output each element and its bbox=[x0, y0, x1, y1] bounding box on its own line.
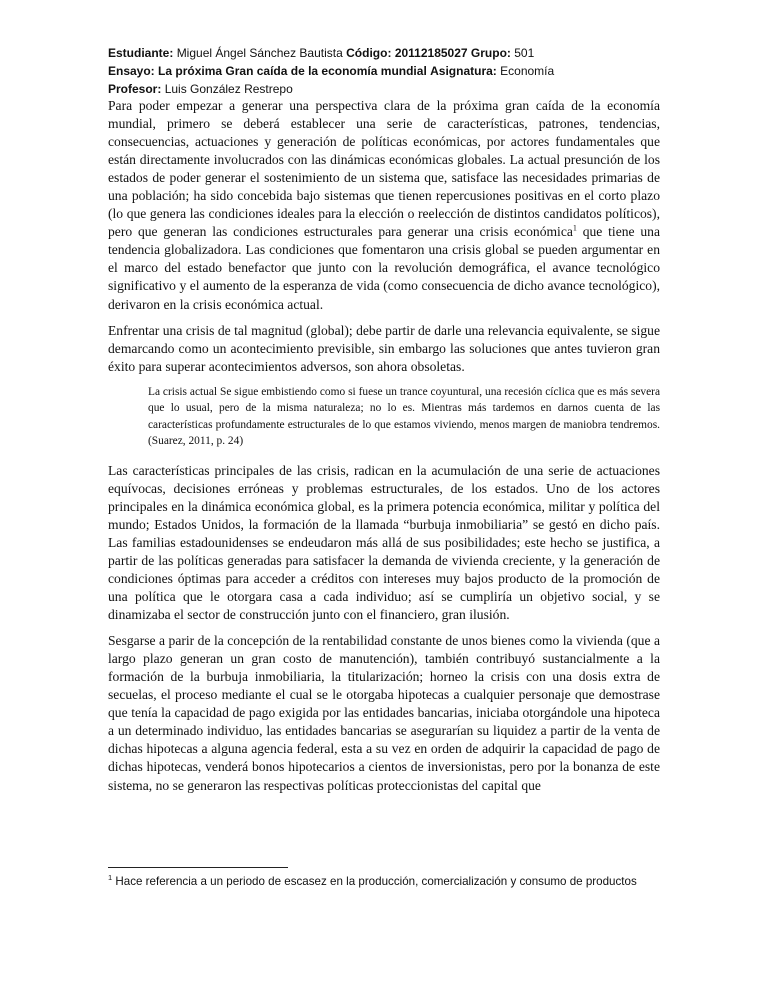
subject-label: Asignatura: bbox=[430, 64, 497, 78]
block-quote: La crisis actual Se sigue embistiendo como si fuese un trance coyuntural, una recesión cíclica que es más severa que lo usual, pero de la misma naturaleza; no lo es. Mientras más tardemos en darnos cuenta de las características profundamente estructurales de lo que estamos viviendo, menos margen de maniobra tendremos. (Suarez, 2011, p. 24) bbox=[148, 385, 660, 448]
essay-body bbox=[108, 97, 660, 803]
paragraph-1-part-a: Para poder empezar a generar una perspectiva clara de la próxima gran caída de la economía mundial, primero se deberá establecer una serie de características, patrones, tendencias, consecuencias, actuaciones y generación de políticas económicas, por actores fundamentales que están directamente involucrados con las dinámicas económicas globales. La actual presunción de los estados de poder generar el sostenimiento de un sistema que, satisface las necesidades primarias de una población; ha sido concebida bajo sistemas que tienen repercusiones positivas en el corto plazo (lo que genera las condiciones ideales para la elección o reelección de distintos candidatos políticos), pero que generan las condiciones estructurales para generar una crisis económica bbox=[108, 98, 660, 240]
paragraph-3: Las características principales de las crisis, radican en la acumulación de una serie de actuaciones equívocas, decisiones erróneas y problemas estructurales, de los estados. Uno de los actores principales en la dinámica económica global, es la primera potencia económica, militar y política del mundo; Estados Unidos, la formación de la llamada “burbuja inmobiliaria” se gestó en dicho país. Las familias estadounidenses se endeudaron más allá de sus posibilidades; este hecho se justifica, a partir de las políticas generadas para satisfacer la demanda de vivienda creciente, y la generación de condiciones óptimas para acceder a créditos con intereses muy bajos producto de la promoción de una política que le otorgara casa a cada individuo; así se cumpliría un objetivo social, y se dinamizaba el sector de construcción junto con el financiero, gran ilusión. bbox=[108, 462, 660, 623]
student-name: Miguel Ángel Sánchez Bautista bbox=[176, 46, 343, 60]
footnote-number: 1 bbox=[108, 873, 113, 883]
essay-label: Ensayo: bbox=[108, 64, 155, 78]
header-line-essay bbox=[108, 62, 668, 80]
footnote-text: Hace referencia a un periodo de escasez en la producción, comercialización y consumo de productos bbox=[112, 875, 637, 888]
paragraph-4: Sesgarse a parir de la concepción de la rentabilidad constante de unos bienes como la vivienda (que a largo plazo generan un gran costo de manutención), también contribuyó sustancialmente a la formación de la burbuja inmobiliaria, la titularización; horneo la crisis con una dosis extra de secuelas, el proceso mediante el cual se le otorgaba hipotecas a cualquier personaje que demostrase que tenía la capacidad de pago exigida por las entidades bancarias, iniciaba otorgándole una hipoteca a un determinado individuo, las entidades bancarias se asegurarían su liquidez a partir de la venta de dichas hipotecas a alguna agencia federal, esta a su vez en orden de adquirir la capacidad de pago de dichas hipotecas, venderá bonos hipotecarios a cientos de inversionistas, pero por la bonanza de este sistema, no se generaron las respectivas políticas proteccionistas del capital que bbox=[108, 633, 660, 793]
footnote-separator bbox=[108, 867, 288, 868]
header-line-professor bbox=[108, 80, 668, 98]
paragraph-2: Enfrentar una crisis de tal magnitud (global); debe partir de darle una relevancia equivalente, se sigue demarcando como un acontecimiento previsible, sin embargo las soluciones que antes tuvieron gran éxito para superar acontecimientos adversos, son ahora obsoletas. bbox=[108, 322, 660, 374]
footnote bbox=[108, 874, 648, 889]
student-code: 20112185027 bbox=[394, 46, 468, 60]
student-label: Estudiante: bbox=[108, 46, 174, 60]
code-label: Código: bbox=[346, 46, 392, 60]
header-line-student bbox=[108, 44, 668, 62]
essay-title: La próxima Gran caída de la economía mundial bbox=[158, 64, 427, 78]
paragraph-1 bbox=[108, 97, 660, 314]
document-header bbox=[108, 44, 668, 98]
professor-label: Profesor: bbox=[108, 82, 162, 96]
professor-name: Luis González Restrepo bbox=[164, 82, 293, 96]
subject-name: Economía bbox=[500, 64, 555, 78]
group-label: Grupo: bbox=[470, 46, 511, 60]
paragraph-1-part-b: que tiene una tendencia globalizadora. Las condiciones que fomentaron una crisis global se pueden argumentar en el marco del estado benefactor que junto con la revolución demográfica, el avance tecnológico significativo y el aumento de la esperanza de vida (como consecuencia de dicho avance tecnológico), derivaron en la crisis económica actual. bbox=[108, 224, 660, 312]
footnote-reference: 1 bbox=[572, 223, 577, 233]
group-number: 501 bbox=[514, 46, 535, 60]
